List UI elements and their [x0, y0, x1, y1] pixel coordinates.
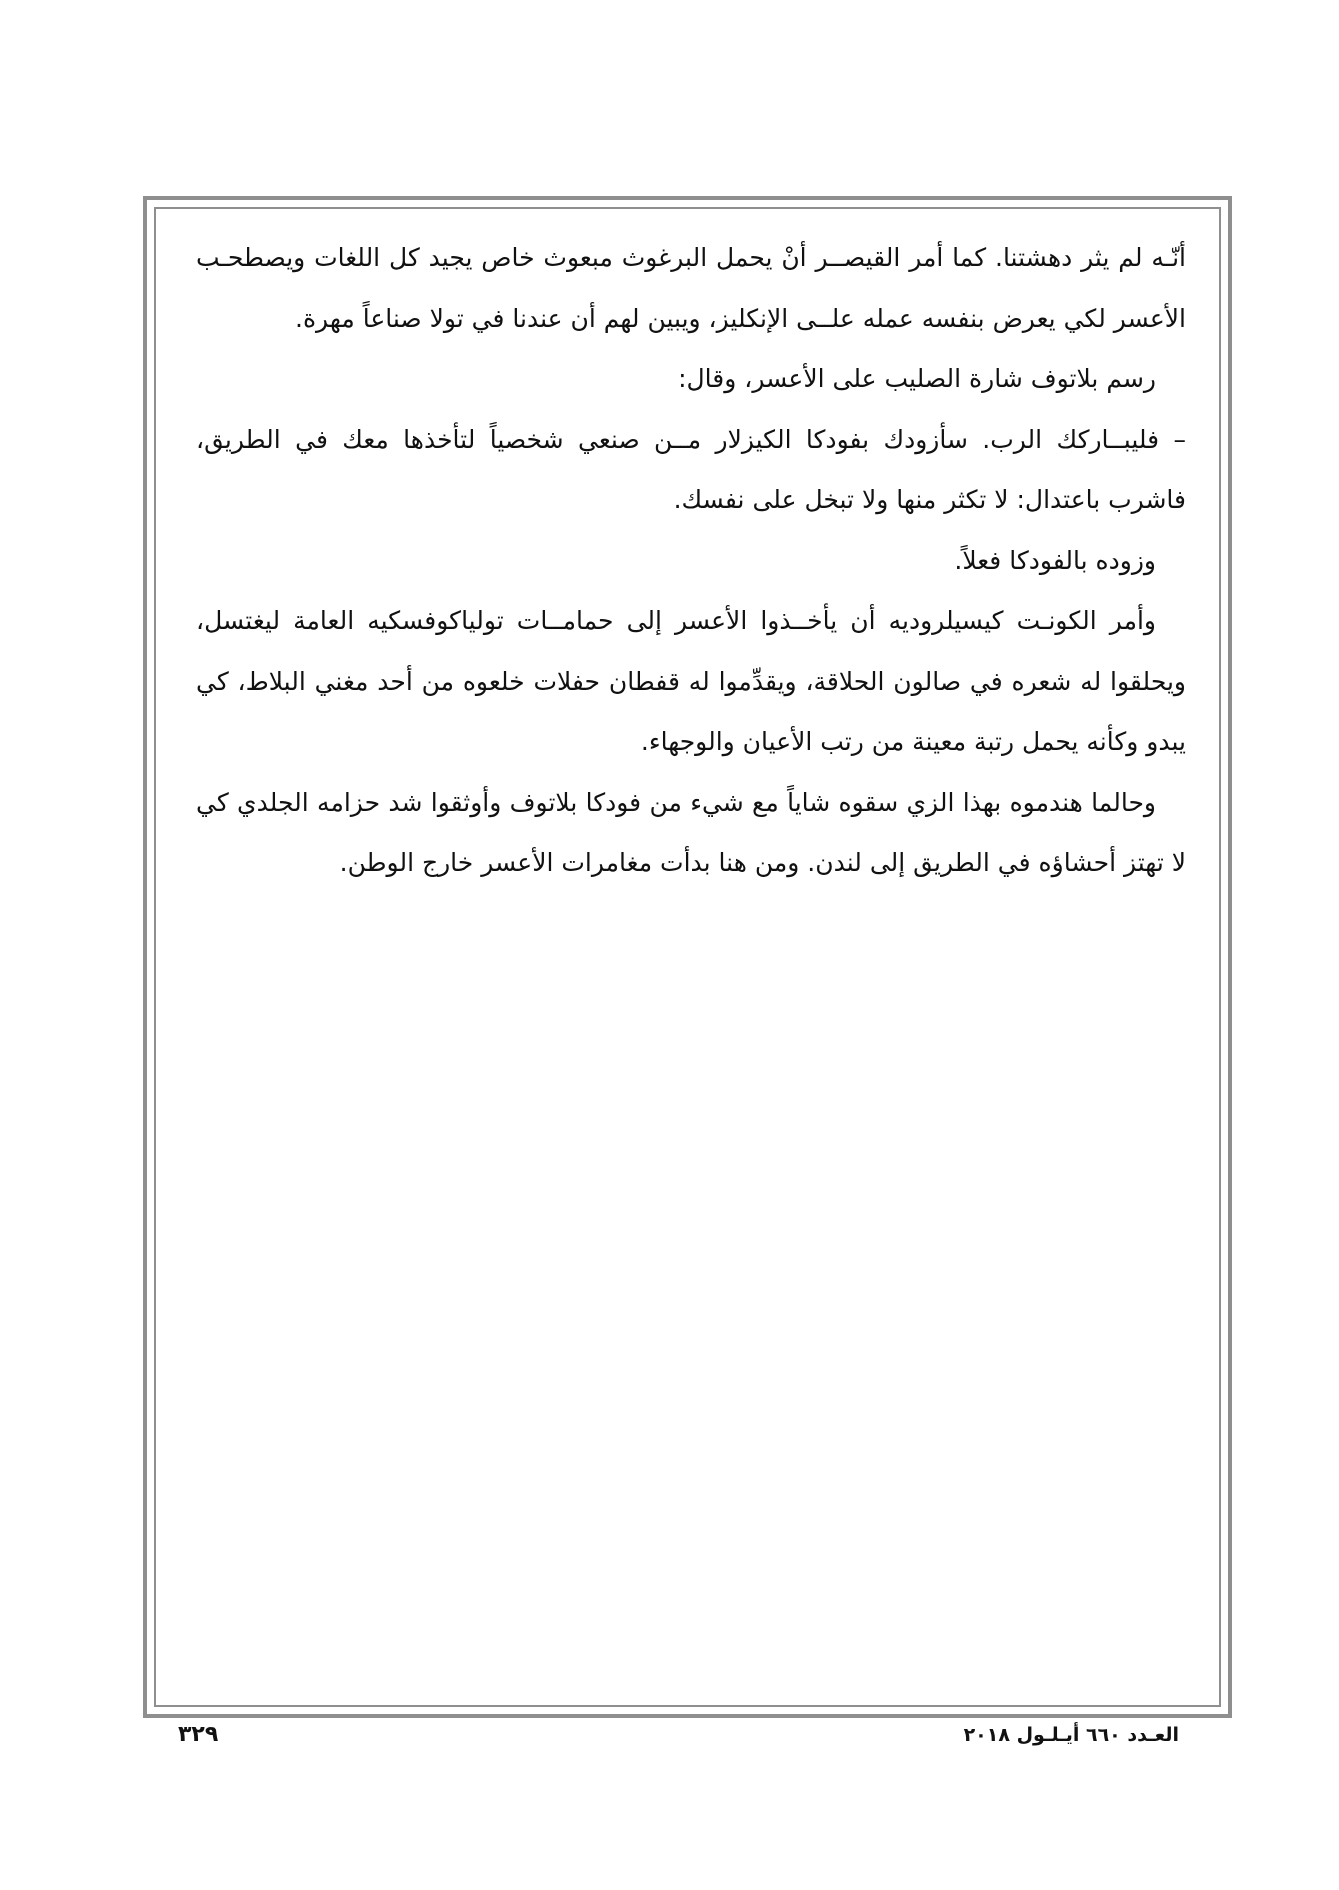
paragraph-1: أنّـه لم يثر دهشتنا. كما أمر القيصــر أنْ يحمل البرغوث مبعوث خاص يجيد كل اللغات ويصطحـب الأعسر لكي يعرض بنفسه عمله علــى الإنكليز، ويبين لهم أن عندنا في تولا صناعاً مهرة. [196, 243, 1186, 333]
paragraph-3: – فليبــاركك الرب. سأزودك بفودكا الكيزلار مــن صنعي شخصياً لتأخذها معك في الطريق، فاشرب باعتدال: لا تكثر منها ولا تبخل على نفسك. [196, 424, 1186, 514]
paragraph-5: وأمر الكونـت كيسيلروديه أن يأخــذوا الأعسر إلى حمامــات تولياكوفسكيه العامة ليغتسل، ويحلقوا له شعره في صالون الحلاقة، ويقدِّموا له قفطان حفلات خلعوه من أحد مغني البلاط، كي يبدو وكأنه يحمل رتبة معينة من رتب الأعيان والوجهاء. [196, 606, 1186, 756]
page-footer [0, 1722, 1339, 1762]
paragraph-6: وحالما هندموه بهذا الزي سقوه شاياً مع شيء من فودكا بلاتوف وأوثقوا شد حزامه الجلدي كي لا تهتز أحشاؤه في الطريق إلى لندن. ومن هنا بدأت مغامرات الأعسر خارج الوطن. [196, 787, 1186, 877]
page-number: ٣٢٩ [178, 1722, 219, 1747]
paragraph-4: وزوده بالفودكا فعلاً. [954, 545, 1156, 575]
article-body [196, 228, 1186, 894]
paragraph-2: رسم بلاتوف شارة الصليب على الأعسر، وقال: [678, 364, 1156, 393]
issue-info: العـدد ٦٦٠ أيـلـول ٢٠١٨ [963, 1724, 1179, 1746]
